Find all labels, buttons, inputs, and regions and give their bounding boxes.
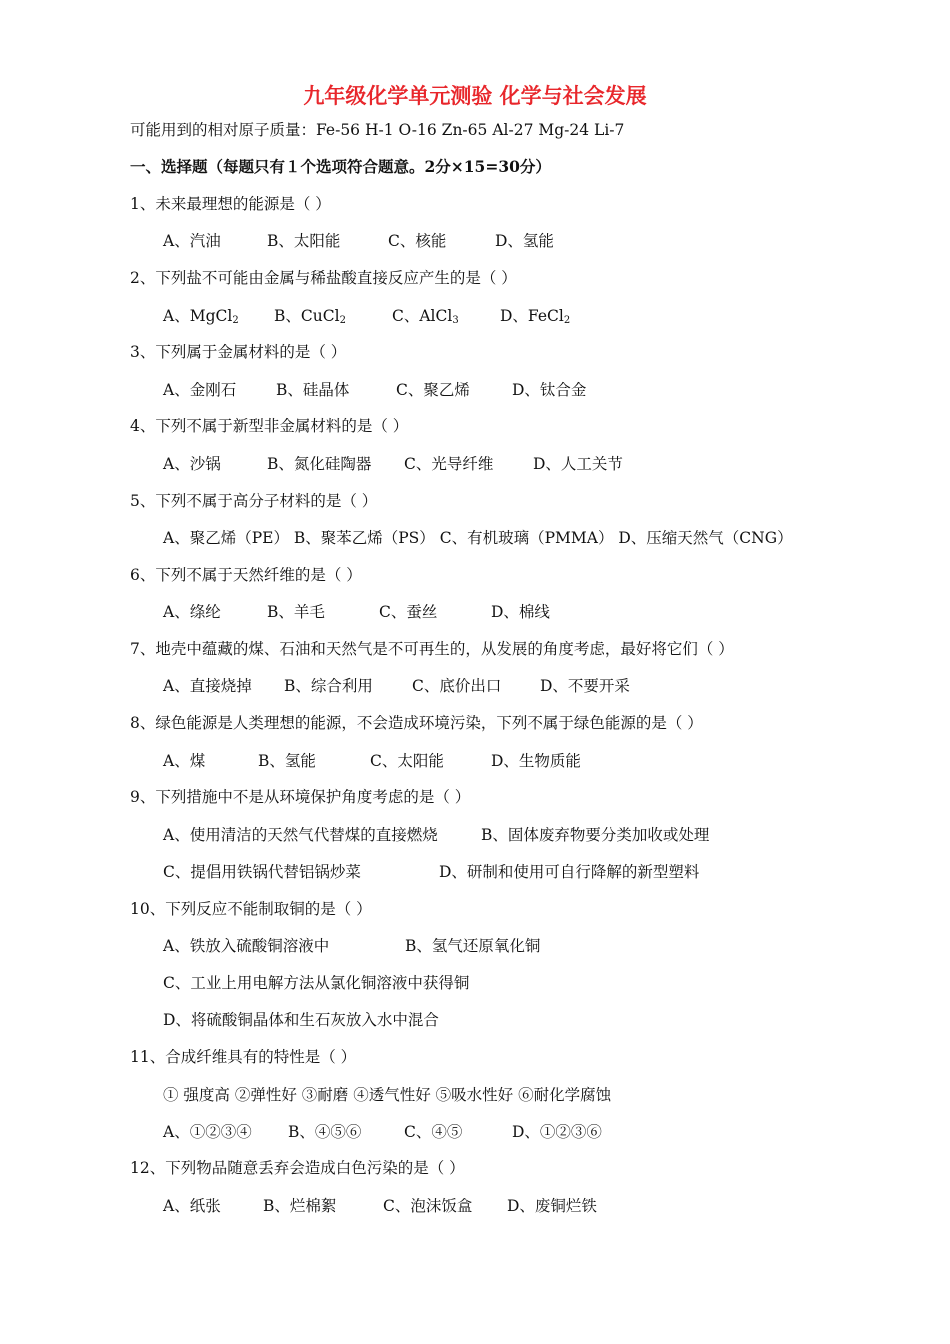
question-3-options	[0, 380, 950, 400]
option-d: D、废铜烂铁	[507, 1197, 597, 1215]
question-9: 9、下列措施中不是从环境保护角度考虑的是（ ）	[130, 788, 471, 806]
option-b: B、硅晶体	[276, 381, 350, 399]
question-1: 1、未来最理想的能源是（ ）	[130, 195, 331, 213]
question-12-options	[0, 1196, 950, 1216]
question-7: 7、地壳中蕴藏的煤、石油和天然气是不可再生的，从发展的角度考虑，最好将它们（ ）	[130, 640, 734, 658]
option-c: C、工业上用电解方法从氯化铜溶液中获得铜	[163, 974, 470, 992]
question-5: 5、下列不属于高分子材料的是（ ）	[130, 492, 378, 510]
option-c: C、泡沫饭盒	[383, 1197, 473, 1215]
option-b: B、氮化硅陶器	[267, 455, 372, 473]
option-b: B、固体废弃物要分类加收或处理	[481, 826, 710, 844]
question-4-options	[0, 454, 950, 474]
question-3: 3、下列属于金属材料的是（ ）	[130, 343, 347, 361]
option-b: B、④⑤⑥	[288, 1123, 362, 1141]
question-6-options	[0, 602, 950, 622]
option-a: A、绦纶	[163, 603, 221, 621]
question-9-options-ab	[0, 825, 950, 845]
question-7-options	[0, 676, 950, 696]
option-a: A、①②③④	[163, 1123, 252, 1141]
option-a: A、纸张	[163, 1197, 221, 1215]
option-c: C、AlCl$_3$	[392, 307, 459, 326]
option-b: B、太阳能	[267, 232, 341, 250]
option-d: D、FeCl$_2$	[500, 307, 571, 326]
question-5-options	[0, 528, 950, 548]
option-d: D、生物质能	[491, 752, 581, 770]
option-b: B、氢能	[258, 752, 316, 770]
option-a: A、金刚石	[163, 381, 237, 399]
option-c: C、核能	[388, 232, 447, 250]
question-10: 10、下列反应不能制取铜的是（ ）	[130, 900, 372, 918]
question-11: 11、合成纤维具有的特性是（ ）	[130, 1048, 357, 1066]
option-d: D、①②③⑥	[512, 1123, 602, 1141]
question-10-options-ab	[0, 936, 950, 956]
option-c: C、聚乙烯	[396, 381, 470, 399]
page-title: 九年级化学单元测验 化学与社会发展	[303, 83, 647, 108]
option-a: A、煤	[163, 752, 206, 770]
option-d: D、氢能	[495, 232, 554, 250]
option-a: A、直接烧掉	[163, 677, 252, 695]
option-c: C、蚕丝	[379, 603, 438, 621]
question-2: 2、下列盐不可能由金属与稀盐酸直接反应产生的是（ ）	[130, 269, 517, 287]
question-1-options	[0, 231, 950, 251]
option-d: D、研制和使用可自行降解的新型塑料	[439, 863, 700, 881]
option-c: C、太阳能	[370, 752, 444, 770]
section-heading: 一、选择题（每题只有１个选项符合题意。2分×15=30分）	[130, 157, 551, 176]
atomic-masses: 可能用到的相对原子质量：Fe-56 H-1 O-16 Zn-65 Al-27 Mg-24 Li-7	[130, 121, 625, 139]
option-d: D、不要开采	[540, 677, 630, 695]
option-d: D、将硫酸铜晶体和生石灰放入水中混合	[163, 1011, 439, 1029]
question-11-properties	[0, 1085, 950, 1105]
option-b: B、羊毛	[267, 603, 325, 621]
option-a: A、使用清洁的天然气代替煤的直接燃烧	[163, 826, 438, 844]
question-8-options	[0, 751, 950, 771]
question-11-options	[0, 1122, 950, 1142]
question-8: 8、绿色能源是人类理想的能源，不会造成环境污染，下列不属于绿色能源的是（ ）	[130, 714, 703, 732]
option-a: A、铁放入硫酸铜溶液中	[163, 937, 330, 955]
option-a: A、沙锅	[163, 455, 221, 473]
option-c: C、光导纤维	[404, 455, 494, 473]
option-c: C、④⑤	[404, 1123, 463, 1141]
question-4: 4、下列不属于新型非金属材料的是（ ）	[130, 417, 409, 435]
option-d: D、棉线	[491, 603, 550, 621]
question-6: 6、下列不属于天然纤维的是（ ）	[130, 566, 362, 584]
option-c: C、底价出口	[412, 677, 502, 695]
properties-list: ① 强度高 ②弹性好 ③耐磨 ④透气性好 ⑤吸水性好 ⑥耐化学腐蚀	[163, 1086, 612, 1104]
question-10-option-d	[0, 1010, 950, 1030]
option-b: B、综合利用	[284, 677, 373, 695]
option-b: B、氢气还原氧化铜	[405, 937, 541, 955]
options-line: A、聚乙烯（PE） B、聚苯乙烯（PS） C、有机玻璃（PMMA） D、压缩天然气（CNG）	[163, 529, 793, 547]
question-2-options	[0, 306, 950, 326]
option-a: A、MgCl$_2$	[163, 307, 239, 326]
question-12: 12、下列物品随意丢弃会造成白色污染的是（ ）	[130, 1159, 465, 1177]
option-a: A、汽油	[163, 232, 221, 250]
option-c: C、提倡用铁锅代替铝锅炒菜	[163, 863, 361, 881]
question-9-options-cd	[0, 862, 950, 882]
option-b: B、烂棉絮	[263, 1197, 337, 1215]
question-10-option-c	[0, 973, 950, 993]
option-b: B、CuCl$_2$	[274, 307, 346, 326]
option-d: D、人工关节	[533, 455, 623, 473]
option-d: D、钛合金	[512, 381, 587, 399]
